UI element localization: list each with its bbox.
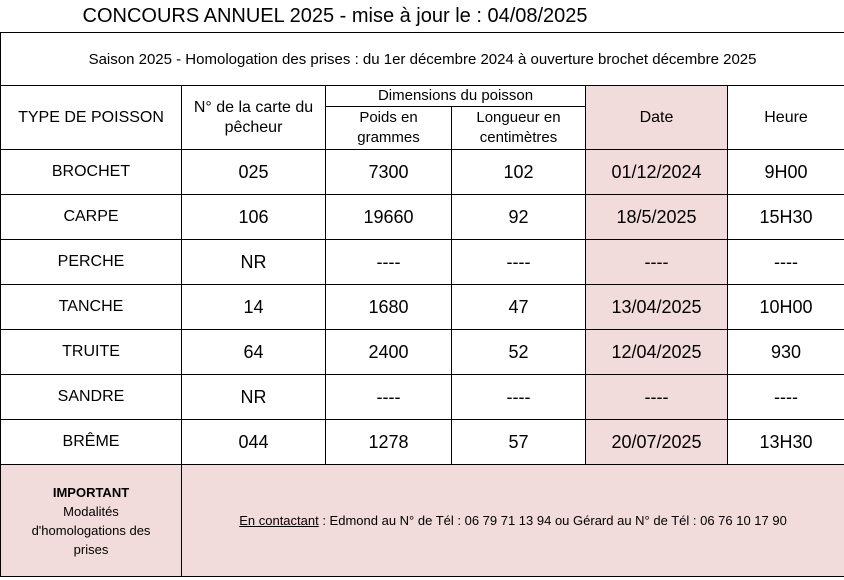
fish-name: SANDRE [1,375,182,420]
time-value: 9H00 [728,150,844,195]
length-value: 52 [452,330,586,375]
weight-value: 2400 [326,330,452,375]
page-title: CONCOURS ANNUEL 2025 - mise à jour le : 04/08/2025 [1,0,844,33]
card-number: 025 [182,150,326,195]
fish-name: PERCHE [1,240,182,285]
card-number: 64 [182,330,326,375]
important-row [1,465,844,577]
time-value: ---- [728,240,844,285]
header-fish-type: TYPE DE POISSON [1,86,182,150]
table-row [1,375,844,420]
weight-value: ---- [326,240,452,285]
length-value: 102 [452,150,586,195]
time-value: 930 [728,330,844,375]
weight-value: 1680 [326,285,452,330]
header-weight: Poids en grammes [326,107,452,150]
header-time: Heure [728,86,844,150]
header-dimensions: Dimensions du poisson [326,86,586,107]
date-value: 01/12/2024 [586,150,728,195]
important-label: IMPORTANT [52,484,130,500]
fish-name: BRÊME [1,420,182,465]
length-value: 92 [452,195,586,240]
date-value: 12/04/2025 [586,330,728,375]
time-value: 10H00 [728,285,844,330]
table-row [1,150,844,195]
card-number: NR [182,240,326,285]
table-row [1,285,844,330]
weight-value: 1278 [326,420,452,465]
contact-text: : Edmond au N° de Tél : 06 79 71 13 94 ou Gérard au N° de Tél : 06 76 10 17 90 [318,513,787,528]
contact-label: En contactant [239,513,319,528]
important-cell [1,465,182,577]
fish-name: CARPE [1,195,182,240]
length-value: 47 [452,285,586,330]
fish-name: TANCHE [1,285,182,330]
time-value: ---- [728,375,844,420]
date-value: ---- [586,240,728,285]
contact-cell [182,465,844,577]
header-row-1 [1,86,844,107]
table-row [1,420,844,465]
weight-value: 7300 [326,150,452,195]
length-value: ---- [452,240,586,285]
header-date: Date [586,86,728,150]
weight-value: ---- [326,375,452,420]
fish-name: BROCHET [1,150,182,195]
length-value: ---- [452,375,586,420]
table-row [1,195,844,240]
season-line: Saison 2025 - Homologation des prises : du 1er décembre 2024 à ouverture brochet décembre 2025 [1,33,844,86]
table-row [1,330,844,375]
card-number: 044 [182,420,326,465]
title-row [1,0,844,33]
header-length: Longueur en centimètres [452,107,586,150]
card-number: NR [182,375,326,420]
header-card-number: N° de la carte du pêcheur [182,86,326,150]
weight-value: 19660 [326,195,452,240]
date-value: 20/07/2025 [586,420,728,465]
date-value: 13/04/2025 [586,285,728,330]
table-row [1,240,844,285]
fish-name: TRUITE [1,330,182,375]
season-row [1,33,844,86]
card-number: 106 [182,195,326,240]
time-value: 13H30 [728,420,844,465]
date-value: 18/5/2025 [586,195,728,240]
card-number: 14 [182,285,326,330]
length-value: 57 [452,420,586,465]
date-value: ---- [586,375,728,420]
time-value: 15H30 [728,195,844,240]
important-text: Modalités d'homologations des prises [31,503,151,557]
